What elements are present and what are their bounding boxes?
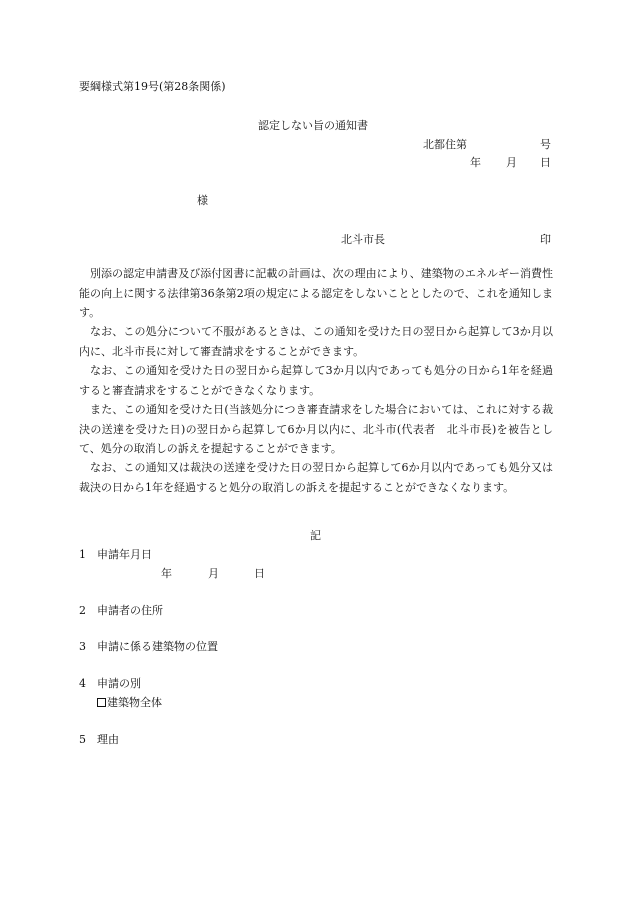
record-item-2-number: 2 [79, 604, 86, 617]
record-item-1-label: 申請年月日 [97, 548, 152, 561]
issue-date-month: 月 [506, 156, 517, 169]
body-paragraph-5: なお、この通知又は裁決の送達を受けた日の翌日から起算して6か月以内であっても処分又は裁決の日から1年を経過すると処分の取消しの訴えを提起することができなくなります。 [79, 461, 553, 494]
form-number: 要綱様式第19号(第28条関係) [79, 80, 226, 93]
record-item-4-label: 申請の別 [97, 677, 141, 690]
record-item-2-label: 申請者の住所 [97, 604, 163, 617]
whole-building-checkbox[interactable] [97, 698, 106, 707]
addressee-honorific: 様 [197, 194, 208, 207]
seal-mark: 印 [540, 233, 551, 246]
record-item-4-number: 4 [79, 677, 86, 690]
record-item-5-label: 理由 [97, 733, 119, 746]
application-date-month: 月 [208, 567, 219, 580]
application-date-day: 日 [254, 567, 265, 580]
body-paragraph-2: なお、この処分について不服があるときは、この通知を受けた日の翌日から起算して3か月以内に、北斗市長に対して審査請求をすることができます。 [79, 325, 553, 358]
sender-name: 北斗市長 [341, 233, 385, 246]
record-item-1-number: 1 [79, 548, 86, 561]
record-item-3-label: 申請に係る建築物の位置 [97, 640, 218, 653]
application-date-year: 年 [161, 567, 172, 580]
record-item-5-number: 5 [79, 733, 86, 746]
record-item-3-number: 3 [79, 640, 86, 653]
issue-date-year: 年 [470, 156, 481, 169]
whole-building-option[interactable] [97, 696, 162, 710]
document-number-suffix: 号 [540, 138, 551, 151]
record-heading: 記 [310, 529, 321, 542]
whole-building-label: 建築物全体 [107, 696, 162, 709]
body-paragraph-1: 別添の認定申請書及び添付図書に記載の計画は、次の理由により、建築物のエネルギー消費性能の向上に関する法律第36条第2項の規定による認定をしないこととしたので、これを通知します。 [79, 267, 553, 319]
document-number-prefix: 北都住第 [423, 138, 467, 151]
issue-date-day: 日 [540, 156, 551, 169]
document-title: 認定しない旨の通知書 [258, 119, 368, 132]
body-paragraph-3: なお、この通知を受けた日の翌日から起算して3か月以内であっても処分の日から1年を経過すると審査請求をすることができなくなります。 [79, 364, 553, 397]
body-paragraph-4: また、この通知を受けた日(当該処分につき審査請求をした場合においては、これに対する裁決の送達を受けた日)の翌日から起算して6か月以内に、北斗市(代表者 北斗市長)を被告として、処分の取消しの訴えを提起することができます。 [79, 403, 553, 455]
